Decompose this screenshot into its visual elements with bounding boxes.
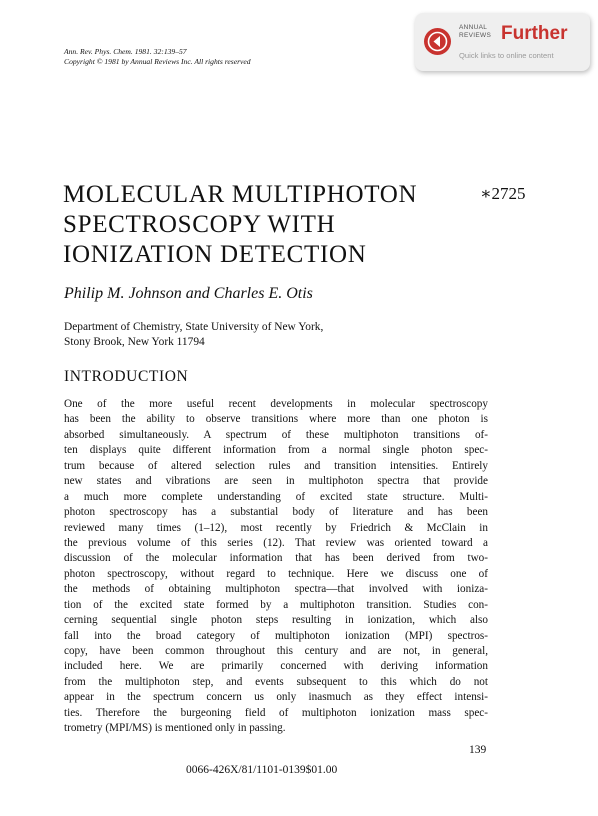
body-line: tion of the excited state formed by a multiphoton transition. Studies con- — [64, 598, 488, 611]
body-line: discussion of the molecular information that has been derived from two- — [64, 552, 488, 565]
reference-number: ∗2725 — [480, 184, 526, 203]
body-line: ties. Therefore the burgeoning field of multiphoton ionization mass spec- — [64, 706, 488, 719]
body-line: fall into the broad category of multiphoton ionization (MPI) spectros- — [64, 629, 488, 642]
journal-reference — [64, 47, 251, 67]
page-number: 139 — [469, 744, 487, 756]
body-line: ten displays quite different information from a normal single photon spec- — [64, 444, 488, 457]
title-line: SPECTROSCOPY WITH — [63, 211, 336, 238]
body-line: trometry (MPI/MS) is mentioned only in passing. — [64, 722, 286, 735]
body-paragraph — [64, 397, 488, 737]
banner-title: Further — [501, 23, 568, 44]
body-line: has been the ability to observe transitions where more than one photon is — [64, 413, 488, 426]
body-line: from the multiphoton step, and events subsequent to this which do not — [64, 675, 488, 688]
body-line: a much more complete understanding of excited state structure. Multi- — [64, 490, 488, 503]
title-line: MOLECULAR MULTIPHOTON — [63, 181, 418, 208]
banner-brand: ANNUAL REVIEWS — [459, 24, 492, 39]
title-line: IONIZATION DETECTION — [63, 241, 367, 268]
body-line: the methods of obtaining multiphoton spectra—that involved with ioniza- — [64, 583, 488, 596]
body-line: the previous volume of this series (12). That review was oriented toward a — [64, 536, 488, 549]
body-line: photon spectroscopy has a substantial body of literature and has been — [64, 506, 488, 519]
journal-citation: Ann. Rev. Phys. Chem. 1981. 32:139–57 — [64, 47, 187, 56]
section-heading: INTRODUCTION — [64, 368, 189, 385]
body-line: reviewed many times (1–12), most recently by Friedrich & McClain in — [64, 521, 488, 534]
body-line: trum because of altered selection rules and transition intensities. Entirely — [64, 459, 488, 472]
body-line: copy, have been common throughout this century and are not, in general, — [64, 645, 488, 657]
article-code: 0066-426X/81/1101-0139$01.00 — [186, 764, 338, 776]
banner-subtitle: Quick links to online content — [459, 51, 554, 60]
annual-reviews-logo-icon — [424, 28, 451, 55]
author-affiliation — [64, 320, 323, 350]
further-links-banner[interactable] — [415, 13, 590, 71]
body-line: absorbed simultaneously. A spectrum of these multiphoton transitions of- — [64, 428, 488, 441]
body-line: cerning sequential single photon steps resulting in ionization, which also — [64, 614, 488, 627]
body-line: photon spectroscopy, without regard to technique. Here we discuss one of — [64, 567, 488, 580]
body-line: new states and vibrations are seen in multiphoton spectra that provide — [64, 475, 488, 488]
article-title — [63, 180, 417, 270]
copyright-notice: Copyright © 1981 by Annual Reviews Inc. All rights reserved — [64, 57, 251, 66]
affiliation-line: Department of Chemistry, State University of New York, — [64, 321, 324, 333]
body-line: included here. We are primarily concerned with deriving information — [64, 660, 488, 673]
affiliation-line: Stony Brook, New York 11794 — [64, 336, 205, 348]
body-line: appear in the spectrum concern us only inasmuch as they effect intensi- — [64, 691, 488, 704]
body-line: One of the more useful recent developments in molecular spectroscopy — [64, 398, 488, 410]
article-authors: Philip M. Johnson and Charles E. Otis — [64, 285, 313, 302]
